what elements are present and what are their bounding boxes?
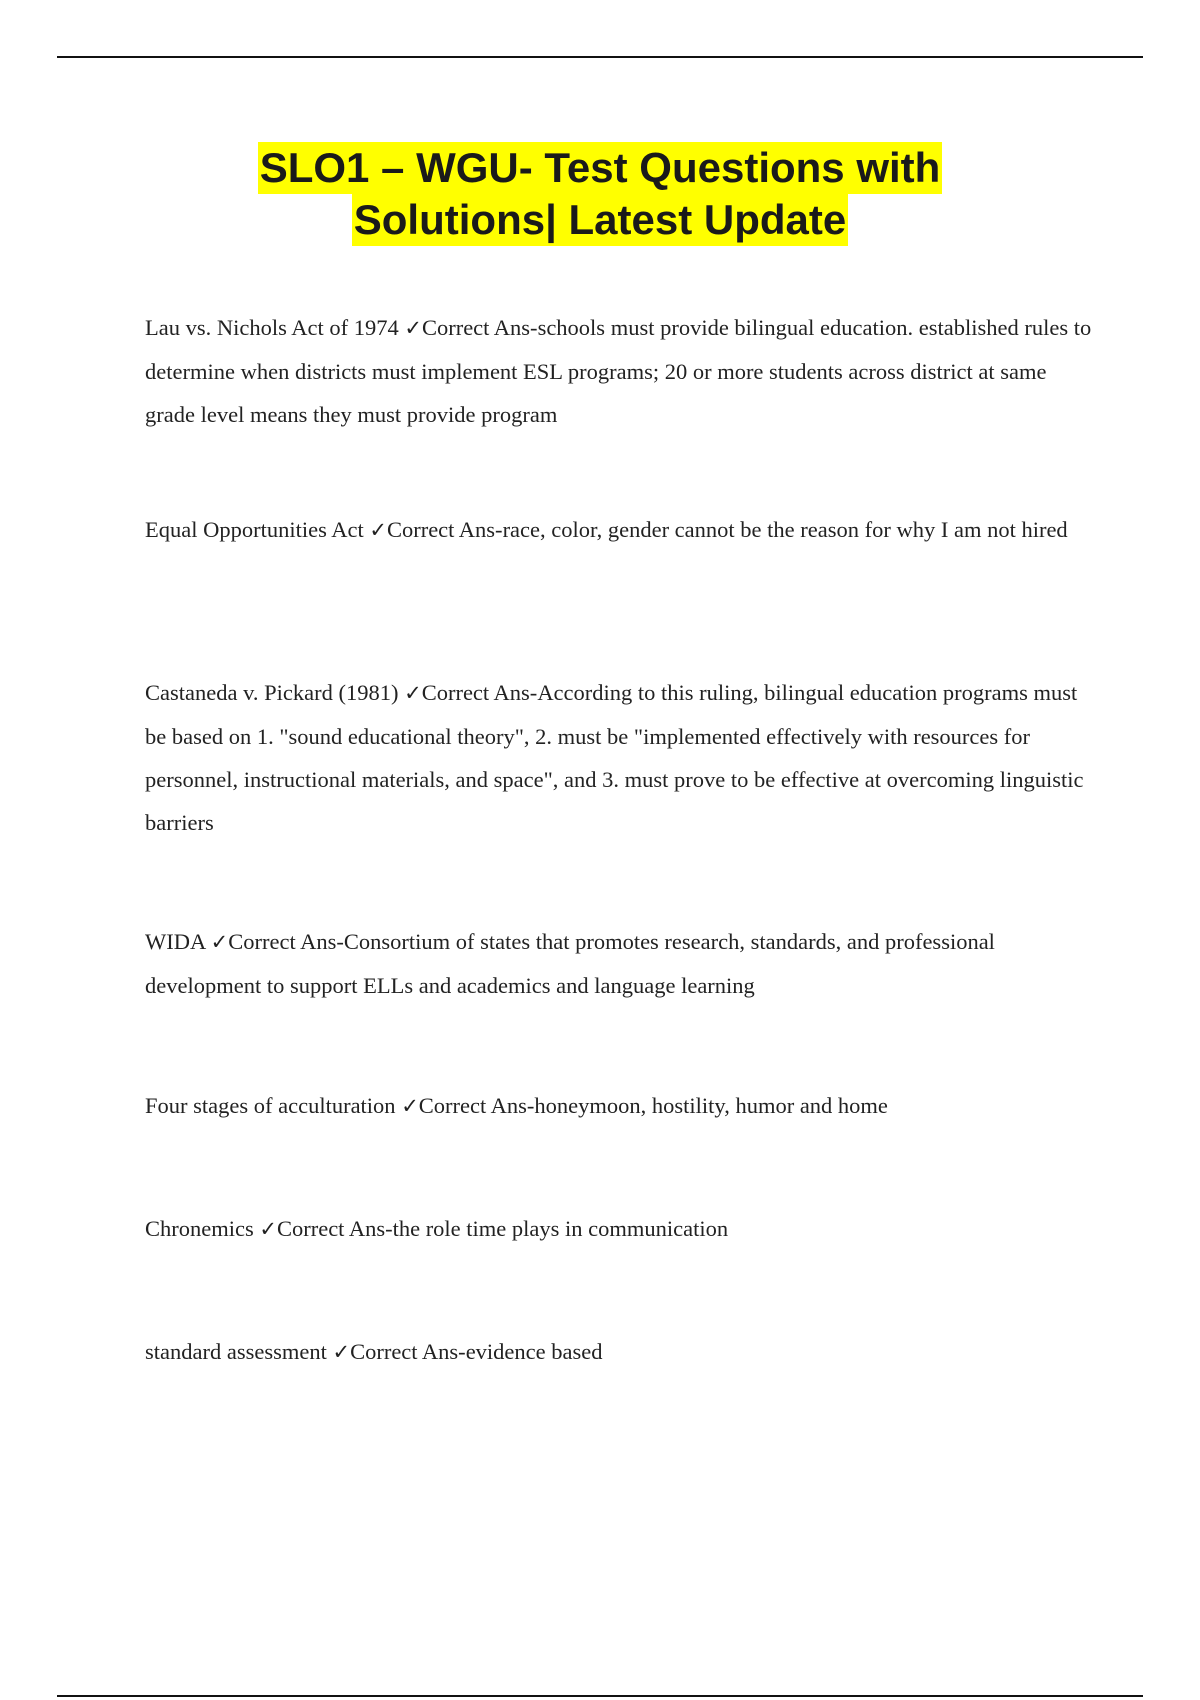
answer-prefix: Correct Ans- [418,1093,535,1118]
check-mark-icon: ✓ [401,1094,419,1118]
answer-prefix: Correct Ans- [421,680,538,705]
answer-prefix: Correct Ans- [421,315,538,340]
answer-prefix: Correct Ans- [350,1339,466,1364]
check-mark-icon: ✓ [404,316,422,340]
qa-entry [145,920,1095,1007]
qa-entry [145,1084,1095,1128]
answer-prefix: Correct Ans- [386,517,503,542]
entry-answer: race, color, gender cannot be the reason for why I am not hired [502,517,1068,542]
document-title [0,142,1200,246]
entry-term: Chronemics [145,1216,254,1241]
entry-term: Castaneda v. Pickard (1981) [145,680,399,705]
answer-prefix: Correct Ans- [276,1216,393,1241]
check-mark-icon: ✓ [259,1217,277,1241]
entry-term: Four stages of acculturation [145,1093,396,1118]
entry-term: Equal Opportunities Act [145,517,364,542]
title-line-2: Solutions| Latest Update [352,194,848,246]
top-divider [57,56,1143,58]
answer-prefix: Correct Ans- [228,929,344,954]
entry-answer: According to this ruling, bilingual education programs must be based on 1. "sound educational theory", 2. must be "implemented effectively with resources for personnel, instructional materials, and space", and 3. must prove to be effective at overcoming linguistic barriers [145,680,1084,835]
entry-term: WIDA [145,929,205,954]
entry-answer: evidence based [465,1339,603,1364]
entry-term: Lau vs. Nichols Act of 1974 [145,315,399,340]
qa-entry [145,1207,1095,1251]
qa-entry [145,306,1095,436]
entry-answer: the role time plays in communication [392,1216,729,1241]
entry-answer: Consortium of states that promotes research, standards, and professional development to support ELLs and academics and language learning [145,929,995,998]
entry-answer: schools must provide bilingual education. established rules to determine when districts must implement ESL programs; 20 or more students across district at same grade level means they must provide program [145,315,1092,427]
entry-answer: honeymoon, hostility, humor and home [534,1093,888,1118]
title-line-1: SLO1 – WGU- Test Questions with [258,142,943,194]
qa-entry [145,1330,1095,1374]
check-mark-icon: ✓ [332,1340,351,1364]
check-mark-icon: ✓ [404,681,422,705]
check-mark-icon: ✓ [369,518,387,542]
qa-entry [145,508,1095,552]
qa-entry [145,671,1095,844]
check-mark-icon: ✓ [210,930,229,954]
bottom-divider [57,1695,1143,1697]
entry-term: standard assessment [145,1339,327,1364]
